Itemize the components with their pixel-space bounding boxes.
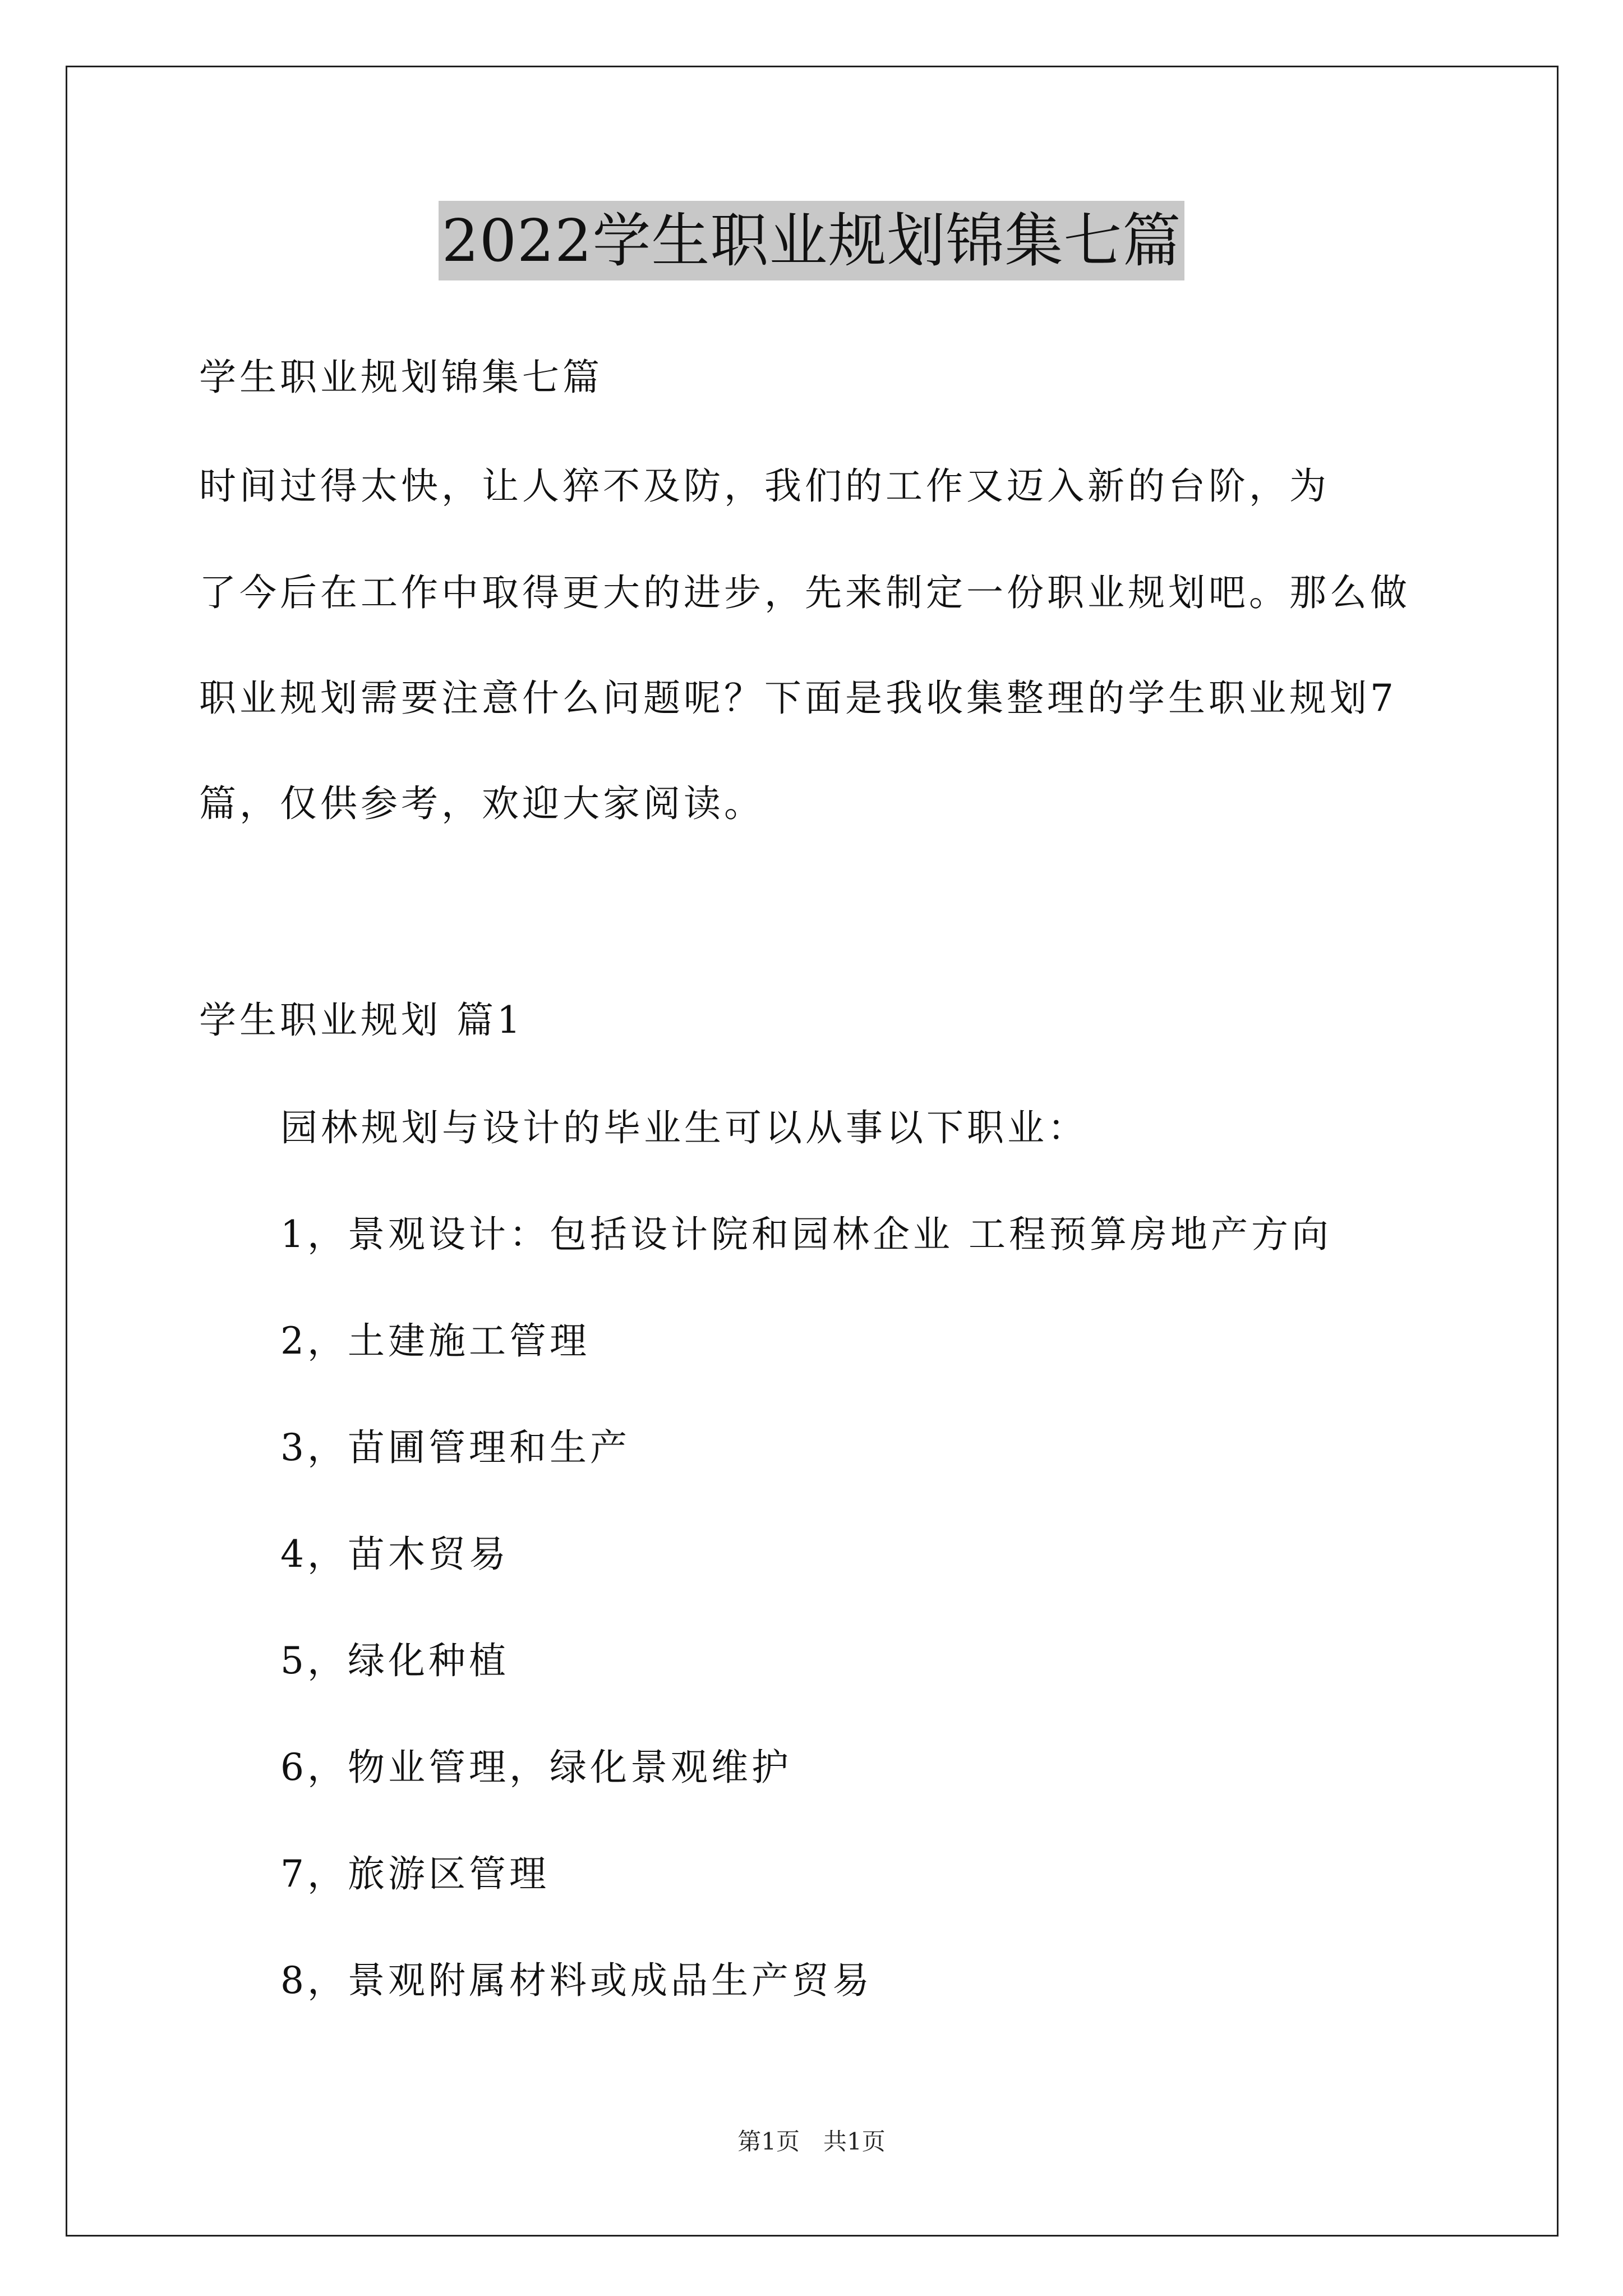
document-subtitle: 学生职业规划锦集七篇 [199,356,603,399]
list-item: 2，土建施工管理 [280,1319,590,1363]
list-item: 7，旅游区管理 [280,1852,550,1895]
list-item: 1，景观设计：包括设计院和园林企业 工程预算房地产方向 [280,1213,1332,1256]
intro-line-2: 了今后在工作中取得更大的进步，先来制定一份职业规划吧。那么做 [199,571,1410,614]
list-item: 5，绿化种植 [280,1639,509,1682]
list-item: 6，物业管理，绿化景观维护 [280,1746,792,1789]
intro-line-4: 篇，仅供参考，欢迎大家阅读。 [199,782,764,825]
document-title: 2022学生职业规划锦集七篇 [439,201,1185,280]
title-container [0,201,1623,280]
list-item: 3，苗圃管理和生产 [280,1426,630,1469]
intro-line-3: 职业规划需要注意什么问题呢？下面是我收集整理的学生职业规划7 [199,677,1397,720]
section-intro: 园林规划与设计的毕业生可以从事以下职业： [280,1106,1088,1149]
page-footer: 第1页 共1页 [737,2128,886,2155]
list-item: 8，景观附属材料或成品生产贸易 [280,1959,873,2002]
list-item: 4，苗木贸易 [280,1533,509,1576]
section-heading: 学生职业规划 篇1 [199,999,524,1042]
intro-line-1: 时间过得太快，让人猝不及防，我们的工作又迈入新的台阶，为 [199,464,1330,508]
